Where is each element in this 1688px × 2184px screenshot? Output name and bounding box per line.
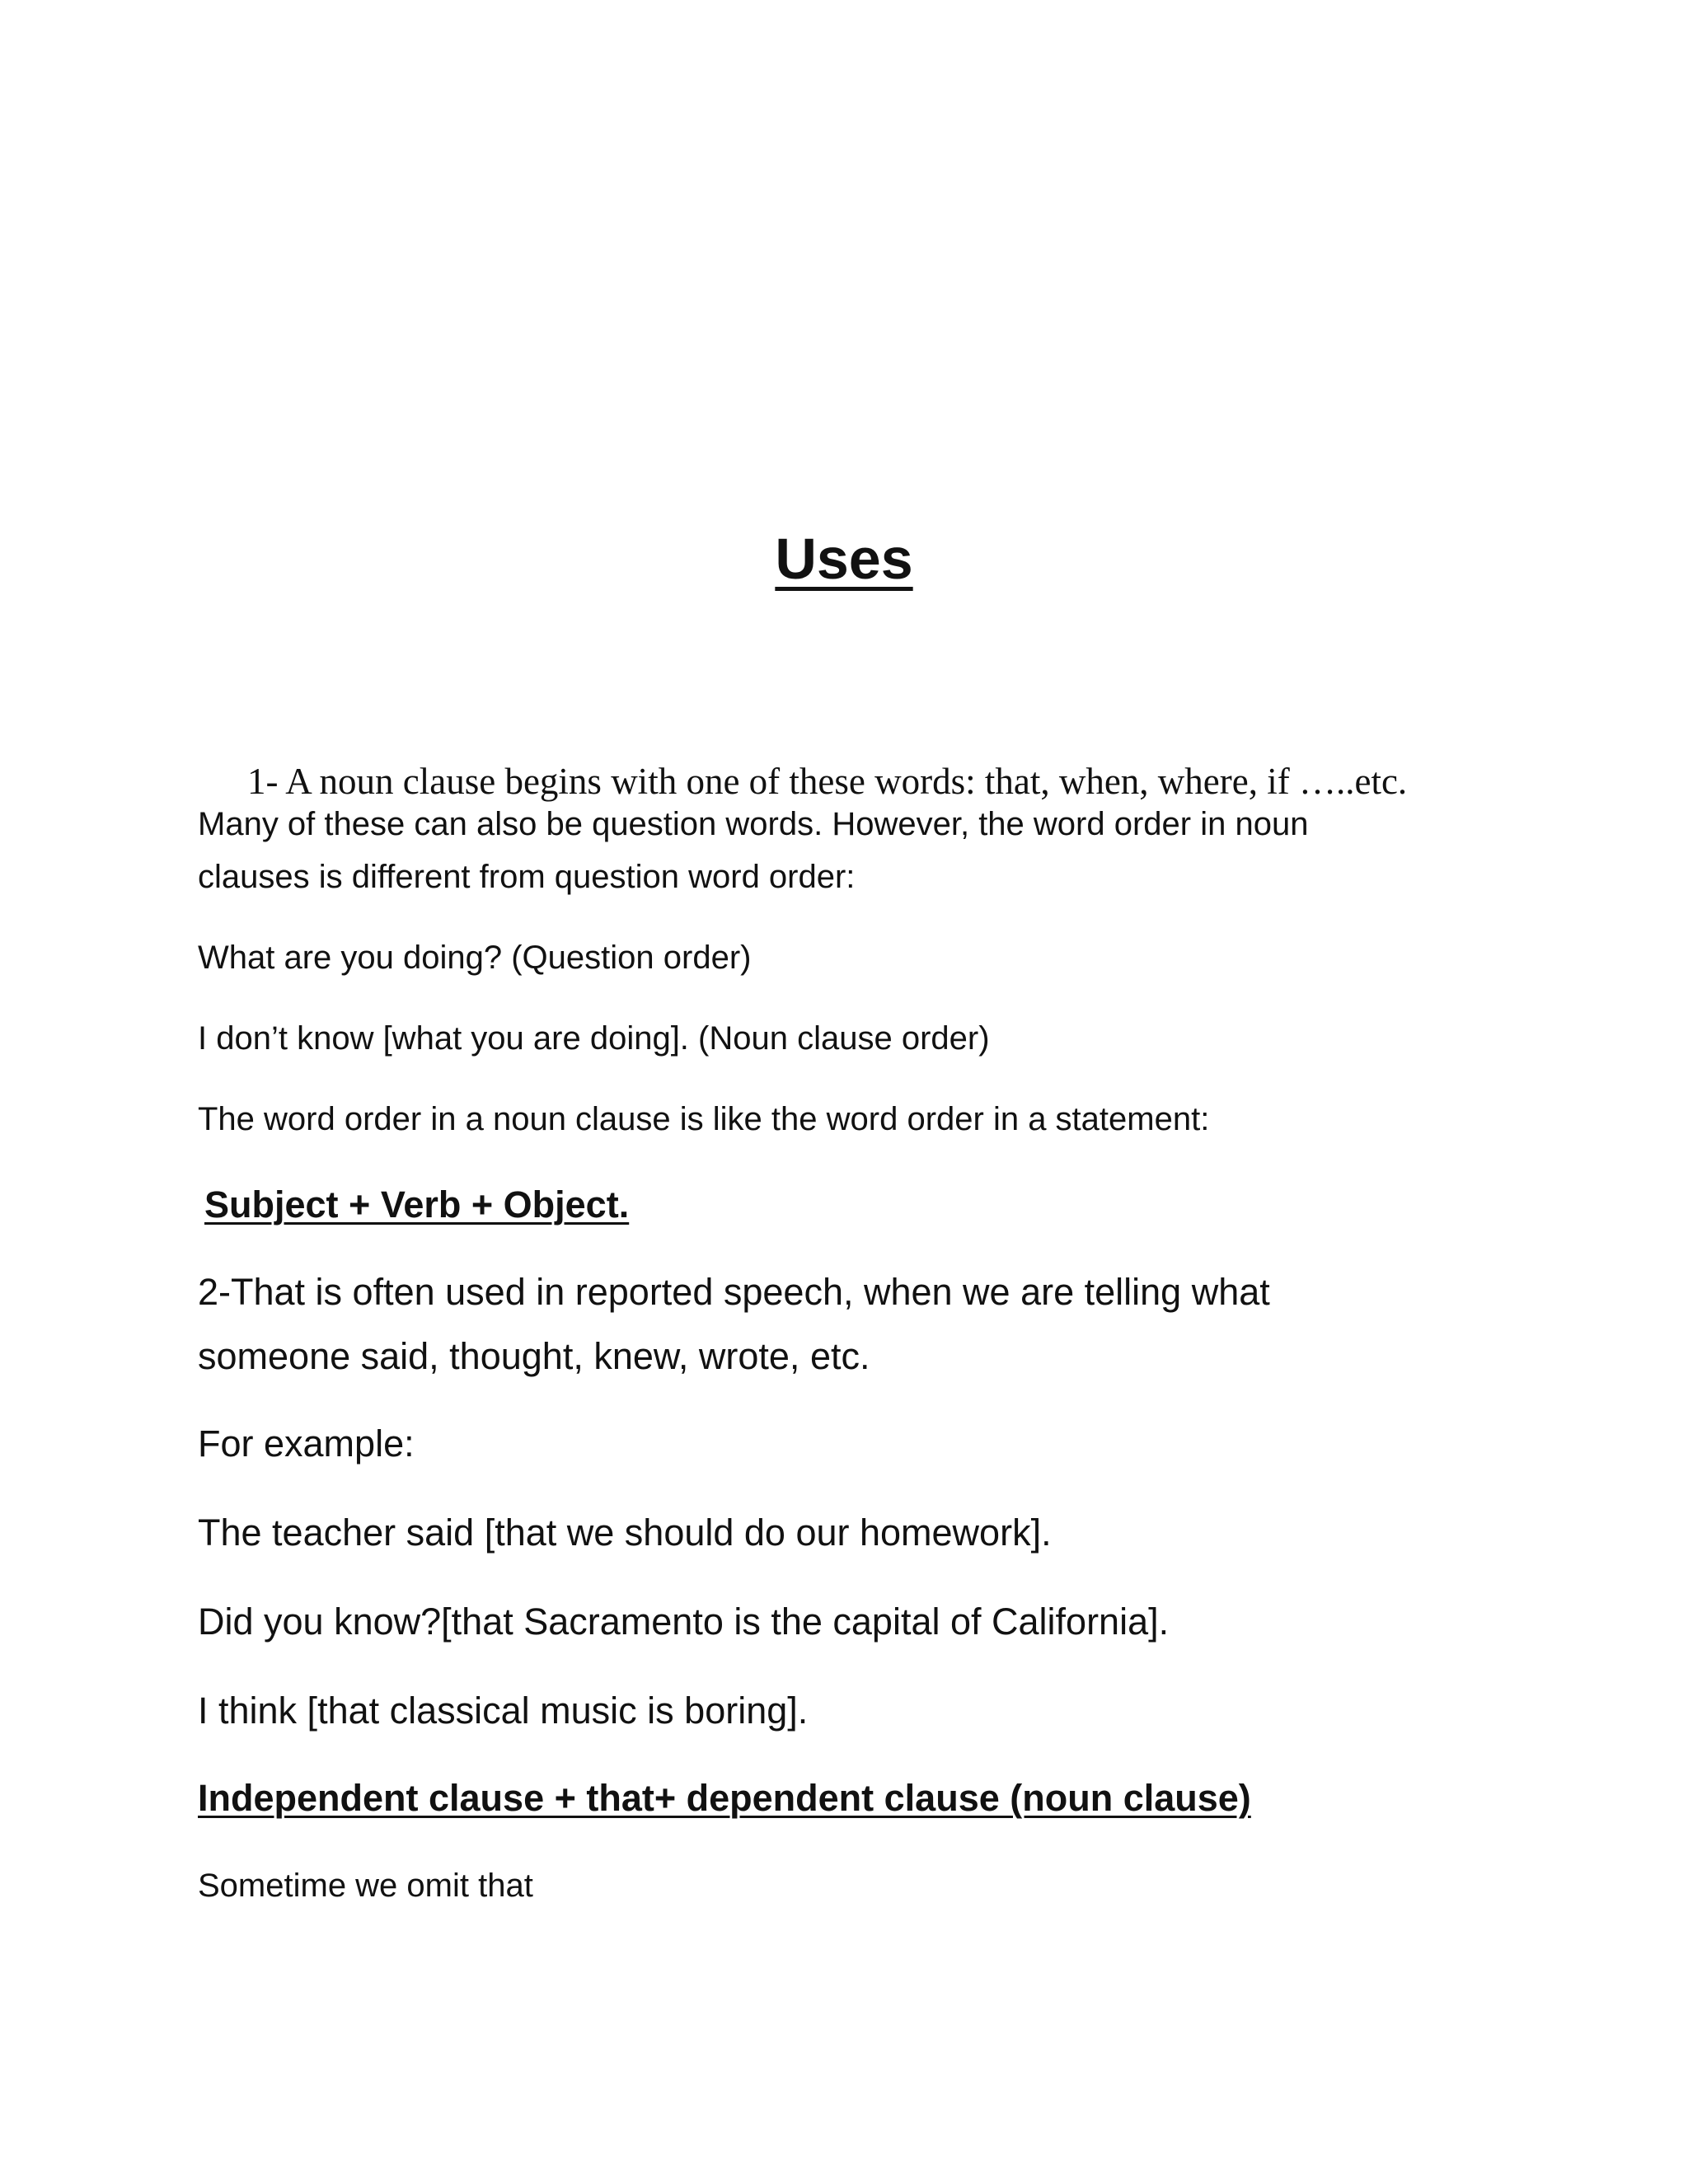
- example-question: What are you doing? (Question order): [198, 940, 752, 976]
- formula-svo: Subject + Verb + Object.: [204, 1183, 630, 1226]
- note-line: Sometime we omit that: [198, 1868, 533, 1904]
- paragraph-line: Many of these can also be question words. However, the word order in noun: [198, 806, 1309, 842]
- for-example-label: For example:: [198, 1422, 415, 1465]
- statement-rule: The word order in a noun clause is like the word order in a statement:: [198, 1101, 1210, 1137]
- example-line: I think [that classical music is boring].: [198, 1690, 809, 1732]
- paragraph-line: clauses is different from question word order:: [198, 859, 856, 895]
- list-item-1: 1- A noun clause begins with one of these words: that, when, where, if …..etc.: [247, 761, 1408, 802]
- example-line: Did you know?[that Sacramento is the capital of California].: [198, 1601, 1170, 1643]
- formula-noun-clause: Independent clause + that+ dependent clause (noun clause): [198, 1777, 1251, 1819]
- example-line: The teacher said [that we should do our homework].: [198, 1511, 1052, 1554]
- paragraph-line: someone said, thought, knew, wrote, etc.: [198, 1335, 870, 1377]
- paragraph-line: 2-That is often used in reported speech, when we are telling what: [198, 1271, 1270, 1313]
- page-title: Uses: [775, 527, 913, 591]
- example-noun-clause: I don’t know [what you are doing]. (Noun clause order): [198, 1020, 990, 1057]
